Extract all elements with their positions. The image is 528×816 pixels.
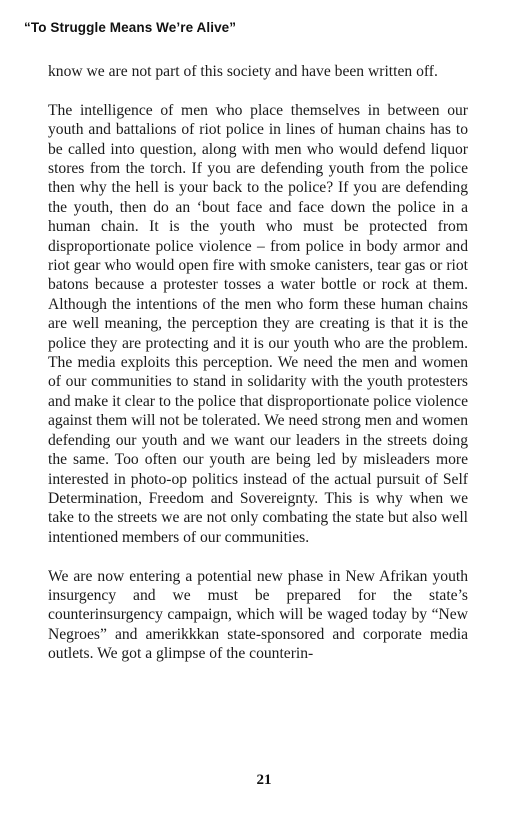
paragraph: The intelligence of men who place themselves in between our youth and battalions of riot police in lines of human chains has to be called into question, along with men who would defend liquor stores from the torch. If you are defending youth from the police then why the hell is your back to the police? If you are defending the youth, then do an ‘bout face and face down the police in a human chain. It is the youth who must be protected from disproportionate police violence – from police in body armor and riot gear who would open fire with smoke canisters, tear gas or riot batons because a protester tosses a water bottle or rock at them. Although the intentions of the men who form these human chains are well meaning, the perception they are creating is that it is the police they are protecting and it is our youth who are the problem. The media exploits this perception. We need the men and women of our communities to stand in solidarity with the youth protesters and make it clear to the police that disproportionate police violence against them will not be tolerated. We need strong men and women defending our youth and we want our leaders in the streets doing the same. Too often our youth are being led by misleaders more interested in photo-op politics instead of the actual pursuit of Self Determination, Freedom and Sovereignty. This is why when we take to the streets we are not only combating the state but also well intentioned members of our communities. [48, 101, 469, 546]
page-number: 21 [256, 772, 272, 788]
body-text [48, 62, 468, 664]
running-head: “To Struggle Means We’re Alive” [24, 20, 237, 35]
paragraph: know we are not part of this society and have been written off. [48, 63, 438, 80]
paragraph: We are now entering a potential new phase in New Afrikan youth insurgency and we must be prepared for the state’s counterinsurgency campaign, which will be waged today by “New Negroes” and amerikkkan state-sponsored and corporate media outlets. We got a glimpse of the counterin- [48, 567, 468, 663]
